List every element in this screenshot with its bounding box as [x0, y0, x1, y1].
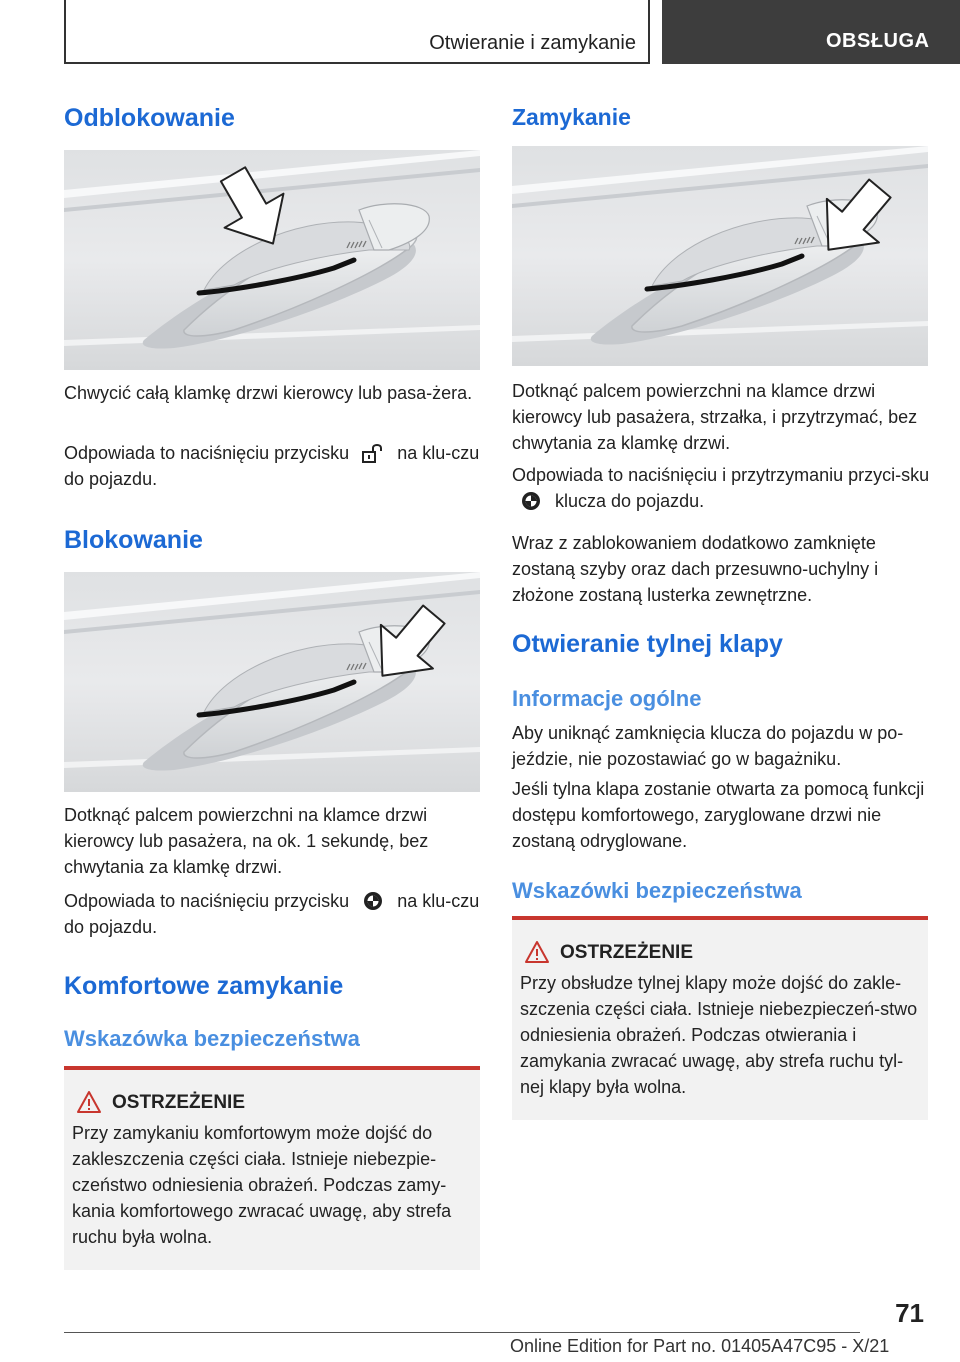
lock-p2-text-b: na klu-czu do pojazdu.: [64, 891, 480, 937]
bmw-logo-icon: [360, 891, 386, 911]
tailgate-general-paragraph-2: Jeśli tylna klapa zostanie otwarta za pomocą funkcji dostępu komfortowego, zaryglowane drzwi nie zostaną odryglowane.: [512, 779, 925, 851]
unlock-heading: Odblokowanie: [64, 104, 235, 132]
tailgate-safety-subheading: Wskazówki bezpieczeństwa: [512, 878, 802, 903]
comfort-warning-box: [64, 1066, 480, 1270]
close-heading: Zamykanie: [512, 104, 631, 130]
close-paragraph-2: [512, 462, 932, 514]
comfort-safety-subheading: Wskazówka bezpieczeństwa: [64, 1026, 360, 1051]
close-p2-text-b: klucza do pojazdu.: [555, 491, 705, 511]
footer-rule: [64, 1332, 860, 1333]
lock-paragraph-2: [64, 888, 484, 940]
unlock-icon: [360, 443, 386, 463]
comfort-warning-text: Przy zamykaniu komfortowym może dojść do zakleszczenia części ciała. Istnieje niebezpie-czeństwo odniesienia obrażeń. Podczas zamy-kania komfortowego zwracać uwagę, aby strefa ruchu była wolna.: [72, 1123, 452, 1247]
close-paragraph-1: Dotknąć palcem powierzchni na klamce drzwi kierowcy lub pasażera, strzałka, i przytrzymać, bez chwytania za klamkę drzwi.: [512, 381, 918, 453]
lock-door-handle-image: [64, 572, 480, 792]
footer-edition: Online Edition for Part no. 01405A47C95 - X/21: [510, 1336, 890, 1356]
bmw-logo-icon: [518, 491, 544, 511]
lock-p2-text-a: Odpowiada to naciśnięciu przycisku: [64, 891, 350, 911]
close-door-handle-image: [512, 146, 928, 366]
comfort-heading: Komfortowe zamykanie: [64, 972, 344, 1000]
tailgate-warning-title: OSTRZEŻENIE: [560, 942, 694, 963]
close-p2-text-a: Odpowiada to naciśnięciu i przytrzymaniu przyci-sku: [512, 465, 930, 485]
unlock-p2-text-a: Odpowiada to naciśnięciu przycisku: [64, 443, 350, 463]
unlock-p2-text-b: na klu-czu do pojazdu.: [64, 443, 480, 489]
unlock-door-handle-image: [64, 150, 480, 370]
unlock-paragraph-1: Chwycić całą klamkę drzwi kierowcy lub pasa-żera.: [64, 383, 473, 403]
unlock-paragraph-2: [64, 440, 484, 492]
page-number: 71: [895, 1298, 924, 1328]
close-paragraph-3: Wraz z zablokowaniem dodatkowo zamknięte zostaną szyby oraz dach przesuwno-uchylny i złożone zostaną lusterka zewnętrzne.: [512, 533, 879, 605]
header-frame: [64, 0, 650, 64]
tailgate-warning-box: [512, 916, 928, 1120]
tailgate-general-subheading: Informacje ogólne: [512, 686, 702, 711]
warning-triangle-icon: [524, 940, 550, 964]
tailgate-general-paragraph-1: Aby uniknąć zamknięcia klucza do pojazdu w po-jeździe, nie pozostawiać go w bagażniku.: [512, 723, 904, 769]
lock-heading: Blokowanie: [64, 526, 203, 554]
comfort-warning-title: OSTRZEŻENIE: [112, 1092, 246, 1113]
lock-paragraph-1: Dotknąć palcem powierzchni na klamce drzwi kierowcy lub pasażera, na ok. 1 sekundę, bez chwytania za klamkę drzwi.: [64, 805, 429, 877]
header-chapter-title: OBSŁUGA: [826, 30, 930, 52]
warning-triangle-icon: [76, 1090, 102, 1114]
tailgate-heading: Otwieranie tylnej klapy: [512, 630, 783, 658]
tailgate-warning-text: Przy obsłudze tylnej klapy może dojść do zakle-szczenia części ciała. Istnieje niebezpieczeń-stwo odniesienia obrażeń. Podczas otwierania i zamykania zwracać uwagę, aby strefa ruchu tyl-nej klapy była wolna.: [520, 973, 918, 1097]
header-section-title: Otwieranie i zamykanie: [429, 32, 636, 54]
